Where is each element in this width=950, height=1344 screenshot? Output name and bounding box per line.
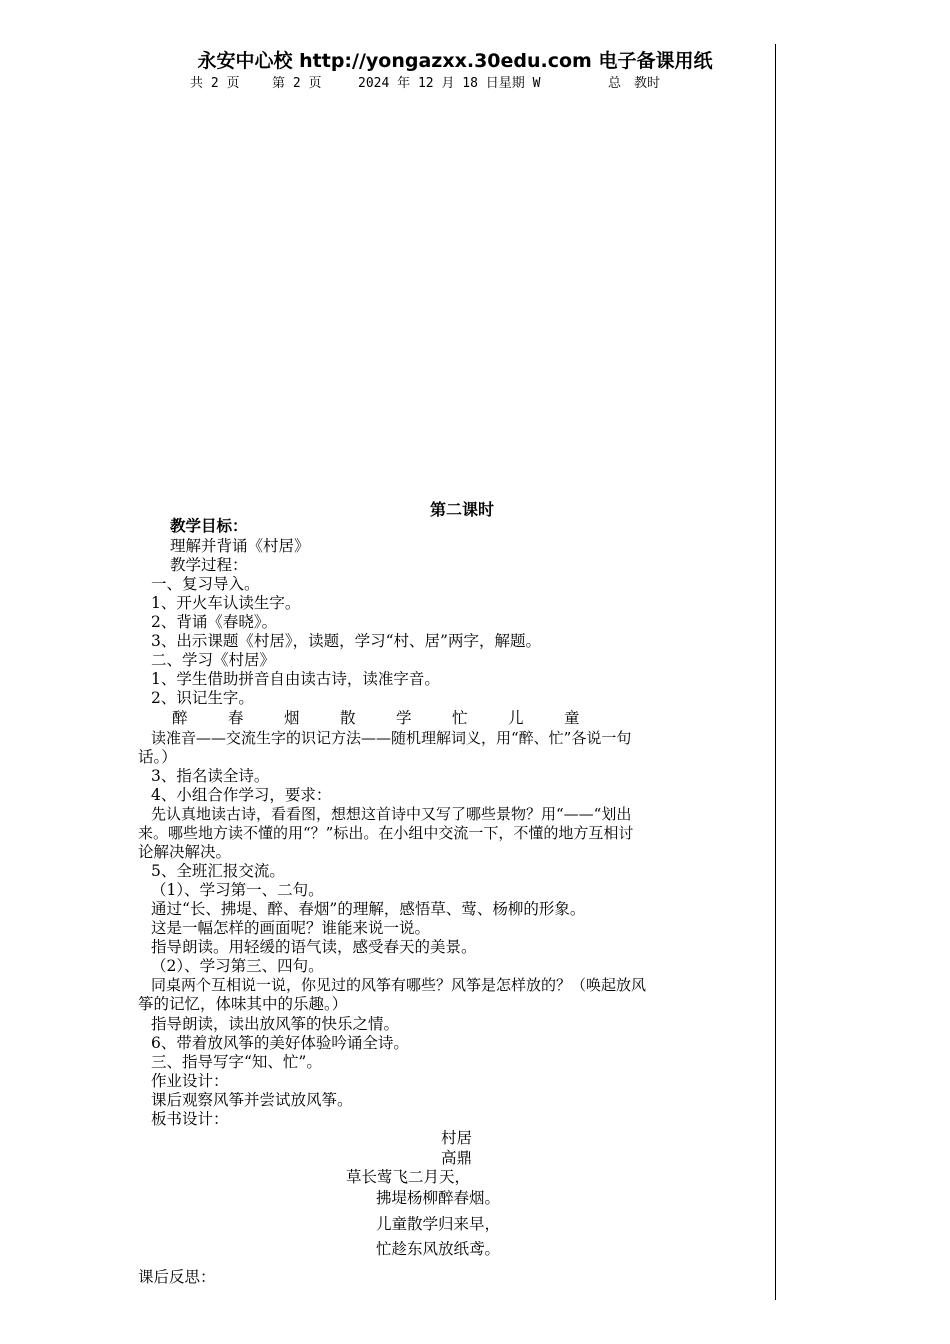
process-line: 指导朗读，读出放风筝的快乐之情。: [151, 1015, 400, 1033]
process-line: 2、背诵《春晓》。: [151, 613, 278, 631]
new-char: 学: [396, 709, 412, 727]
process-line: 2、识记生字。: [151, 689, 254, 707]
total-pages: 共 2 页: [190, 76, 240, 91]
process-line: 来。哪些地方读不懂的用“？”标出。在小组中交流一下，不懂的地方互相讨: [138, 824, 634, 842]
header-title: 永安中心校 http://yongazxx.30edu.com 电子备课用纸: [197, 50, 713, 72]
process-line: 二、学习《村居》: [151, 651, 276, 669]
process-line: 通过“长、拂堤、醉、春烟”的理解，感悟草、莺、杨柳的形象。: [151, 900, 586, 918]
process-line: 4、小组合作学习，要求：: [151, 786, 332, 804]
homework-text: 课后观察风筝并尝试放风筝。: [151, 1091, 353, 1109]
process-line: 指导朗读。用轻缓的语气读，感受春天的美景。: [151, 938, 477, 956]
poem-line: 草长莺飞二月天，: [346, 1168, 471, 1186]
process-line: 三、指导写字“知、忙”。: [151, 1053, 322, 1071]
process-line: 一、复习导入。: [151, 575, 260, 593]
total-lessons: 总 教时: [608, 76, 661, 91]
new-characters: [172, 709, 620, 728]
process-line: （2）、学习第三、四句。: [151, 957, 324, 975]
new-char: 儿: [508, 709, 524, 727]
homework-heading: 作业设计：: [151, 1072, 229, 1090]
margin-line: [775, 44, 776, 1300]
lesson-title: 第二课时: [430, 500, 495, 519]
process-line: 5、全班汇报交流。: [151, 862, 285, 880]
new-char: 春: [228, 709, 244, 727]
new-char: 童: [564, 709, 580, 727]
goal-heading: 教学目标：: [170, 517, 248, 535]
date: 2024 年 12 月 18 日星期 W: [358, 76, 541, 91]
process-line: 论解决解决。: [138, 843, 232, 861]
process-line: 1、学生借助拼音自由读古诗，读准字音。: [151, 670, 440, 688]
new-char: 散: [340, 709, 356, 727]
goal-text: 理解并背诵《村居》: [170, 537, 310, 555]
process-line: 先认真地读古诗，看看图，想想这首诗中又写了哪些景物？用“——“划出: [151, 805, 632, 823]
poem-line: 儿童散学归来早，: [376, 1215, 501, 1233]
process-line: 筝的记忆，体味其中的乐趣。）: [138, 995, 348, 1013]
reflection-heading: 课后反思：: [138, 1268, 216, 1286]
process-line: 话。）: [138, 748, 177, 766]
new-char: 醉: [172, 709, 188, 727]
poem-line: 拂堤杨柳醉春烟。: [376, 1189, 501, 1207]
process-line: 6、带着放风筝的美好体验吟诵全诗。: [151, 1034, 409, 1052]
process-line: 3、出示课题《村居》，读题，学习“村、居”两字，解题。: [151, 632, 541, 650]
poem-title: 村居: [441, 1129, 473, 1147]
process-heading: 教学过程：: [170, 556, 248, 574]
process-line: 这是一幅怎样的画面呢？谁能来说一说。: [151, 919, 431, 937]
poem-line: 忙趁东风放纸鸢。: [376, 1240, 501, 1258]
page-number: 第 2 页: [272, 76, 322, 91]
new-char: 烟: [284, 709, 300, 727]
process-line: 读准音——交流生字的识记方法——随机理解词义，用“醉、忙”各说一句: [151, 729, 632, 747]
process-line: （1）、学习第一、二句。: [151, 881, 324, 899]
process-line: 同桌两个互相说一说，你见过的风筝有哪些？风筝是怎样放的？（唤起放风: [151, 976, 647, 994]
new-char: 忙: [452, 709, 468, 727]
process-line: 3、指名读全诗。: [151, 767, 270, 785]
process-line: 1、开火车认读生字。: [151, 594, 301, 612]
board-heading: 板书设计：: [151, 1110, 229, 1128]
poem-author: 高鼎: [441, 1149, 473, 1167]
